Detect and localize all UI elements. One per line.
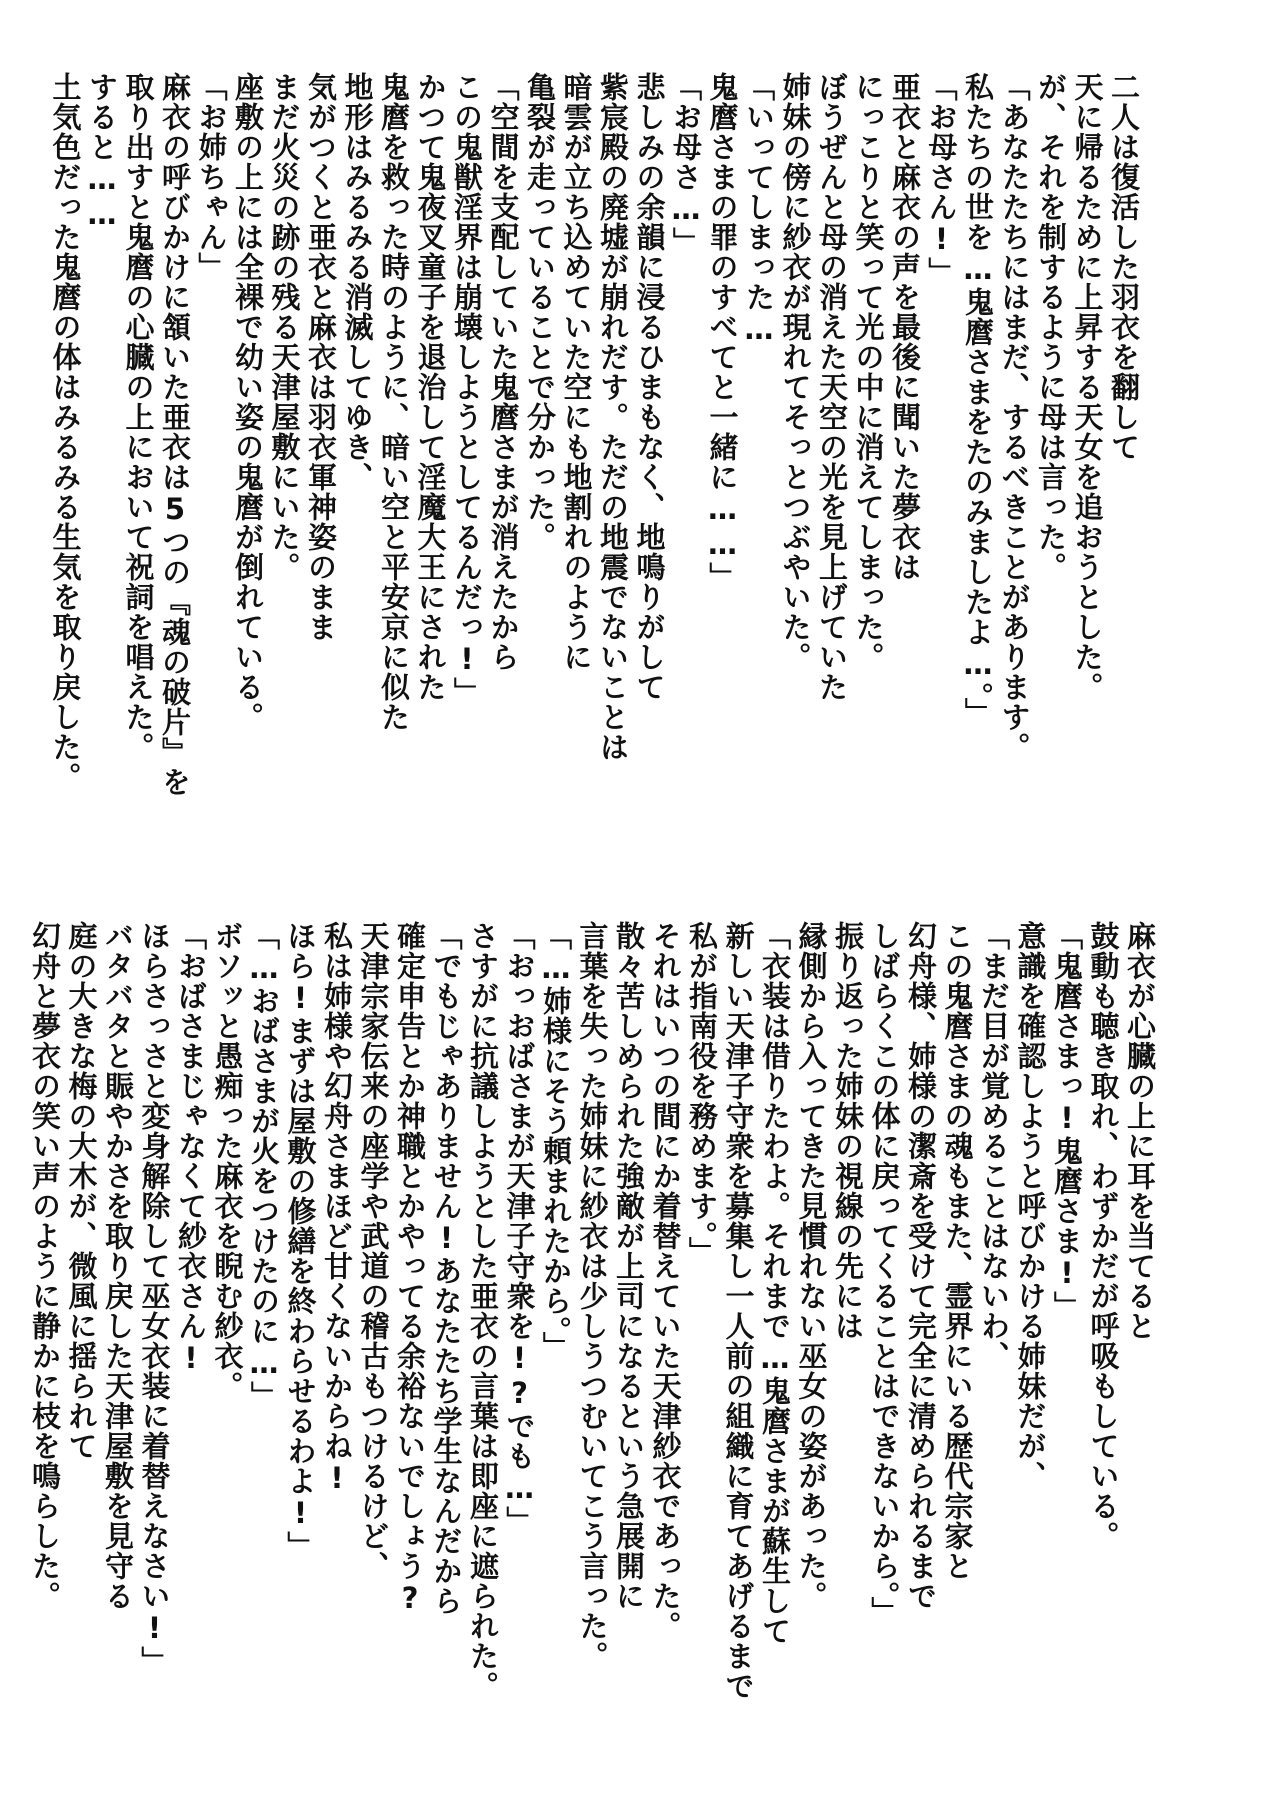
text-line: 振り返った姉妹の視線の先には [831, 921, 865, 1341]
text-line: さすがに抗議しようとした亜衣の言葉は即座に遮られた。 [466, 921, 500, 1701]
text-line: 鼓動も聴き取れ、わずかだが呼吸もしている。 [1086, 921, 1121, 1551]
text-line: 鬼麿さまの罪のすべてと一緒に……」 [705, 72, 740, 592]
text-line: この鬼獣淫界は崩壊しようとしてるんだっ!」 [450, 72, 484, 707]
text-line: ぼうぜんと母の消えた天空の光を見上げていた [815, 72, 849, 702]
text-line: 新しい天津子守衆を募集し一人前の組織に育てあげるまで [721, 921, 756, 1701]
text-line: ボソッと愚痴った麻衣を睨む紗衣。 [210, 921, 245, 1401]
text-line: 悲しみの余韻に浸るひまもなく、地鳴りがして [632, 72, 667, 702]
text-line: すると…… [85, 72, 119, 232]
text-line: バタバタと賑やかさを取り戻した天津屋敷を見守る [101, 921, 135, 1611]
text-line: 私は姉様や幻舟さまほど甘くないからね! [320, 921, 354, 1496]
text-line: ほら!まずは屋敷の修繕を終わらせるわよ!」 [283, 921, 318, 1561]
text-line: 天に帰るために上昇する天女を追おうとした。 [1070, 72, 1105, 702]
text-line: 土気色だった鬼麿の体はみるみる生気を取り戻した。 [48, 72, 83, 792]
text-block-bottom [27, 921, 1159, 1721]
text-line: 地形はみるみる消滅してゆき、 [340, 72, 375, 492]
text-line: 二人は復活した羽衣を翻して [1107, 72, 1141, 462]
text-line: 「あなたたちにはまだ、するべきことがあります。 [997, 72, 1032, 762]
text-line: 私が指南役を務めます。」 [685, 921, 719, 1267]
text-line: 幻舟と夢衣の笑い声のように静かに枝を鳴らした。 [28, 921, 62, 1611]
text-line: 「おばさまじゃなくて紗衣さん! [174, 921, 208, 1376]
text-line: まだ火災の跡の残る天津屋敷にいた。 [267, 72, 302, 582]
text-line: ほらさっさと変身解除して巫女衣装に着替えなさい!」 [137, 921, 172, 1676]
text-line: 散々苦しめられた強敵が上司になるという急展開に [612, 921, 646, 1611]
text-line: 麻衣が心臓の上に耳を当てると [1123, 921, 1157, 1341]
text-line: 麻衣の呼びかけに頷いた亜衣は5つの『魂の破片』を [158, 72, 192, 797]
text-line: 「…おばさまが火をつけたのに…」 [247, 921, 281, 1411]
text-line: 暗雲が立ち込めていた空にも地割れのように [559, 72, 594, 672]
text-line: 「おっおばさまが天津子守衆を!?でも…」 [502, 921, 537, 1536]
text-line: 幻舟様、姉様の潔斎を受けて完全に清められるまで [904, 921, 938, 1611]
text-line: 「いってしまった… [742, 72, 776, 347]
text-line: 庭の大きな梅の大木が、微風に揺られて [64, 921, 99, 1461]
text-line: 「でもじゃありません!あなたたち学生なんだから [429, 921, 464, 1616]
text-line: 確定申告とか神職とかやってる余裕ないでしょう? [393, 921, 427, 1616]
text-line: しばらくこの体に戻ってくることはできないから。」 [867, 921, 902, 1627]
text-line: 私たちの世を…鬼麿さまをたのみましたよ…。」 [961, 72, 995, 728]
text-block-top [47, 72, 1142, 852]
text-line: この鬼麿さまの魂もまた、霊界にいる歴代宗家と [940, 921, 975, 1581]
text-line: 「お母さん!」 [924, 72, 959, 287]
text-line: かつて鬼夜叉童子を退治して淫魔大王にされた [413, 72, 448, 702]
text-line: 気がつくと亜衣と麻衣は羽衣軍神姿のまま [304, 72, 338, 642]
text-line: 亜衣と麻衣の声を最後に聞いた夢衣は [888, 72, 922, 582]
text-line: が、それを制するように母は言った。 [1034, 72, 1068, 582]
text-line: 縁側から入ってきた見慣れない巫女の姿があった。 [794, 921, 829, 1611]
text-line: 意識を確認しようと呼びかける姉妹だが、 [1013, 921, 1048, 1491]
text-line: 取り出すと鬼麿の心臓の上において祝詞を唱えた。 [121, 72, 156, 762]
text-line: 「まだ目が覚めることはないわ、 [977, 921, 1011, 1371]
text-line: 紫宸殿の廃墟が崩れだす。ただの地震でないことは [596, 72, 630, 762]
text-line: 「…姉様にそう頼まれたから。」 [539, 921, 573, 1362]
text-line: 言葉を失った姉妹に紗衣は少しうつむいてこう言った。 [575, 921, 610, 1671]
text-line: 姉妹の傍に紗衣が現れてそっとつぶやいた。 [778, 72, 813, 672]
text-line: 鬼麿を救った時のように、暗い空と平安京に似た [377, 72, 411, 732]
text-line: 「お母さ…」 [669, 72, 703, 257]
text-line: それはいつの間にか着替えていた天津紗衣であった。 [648, 921, 683, 1641]
text-line: にっこりと笑って光の中に消えてしまった。 [851, 72, 886, 672]
text-line: 座敷の上には全裸で幼い姿の鬼麿が倒れている。 [231, 72, 265, 732]
text-line: 「衣装は借りたわよ。それまで…鬼麿さまが蘇生して [758, 921, 792, 1646]
text-line: 亀裂が走っていることで分かった。 [523, 72, 557, 552]
text-line: 「鬼麿さまっ!鬼麿さま!」 [1050, 921, 1084, 1321]
text-line: 「お姉ちゃん」 [194, 72, 229, 282]
text-line: 天津宗家伝来の座学や武道の稽古もつけるけど、 [356, 921, 391, 1581]
text-line: 「空間を支配していた鬼麿さまが消えたから [486, 72, 521, 672]
